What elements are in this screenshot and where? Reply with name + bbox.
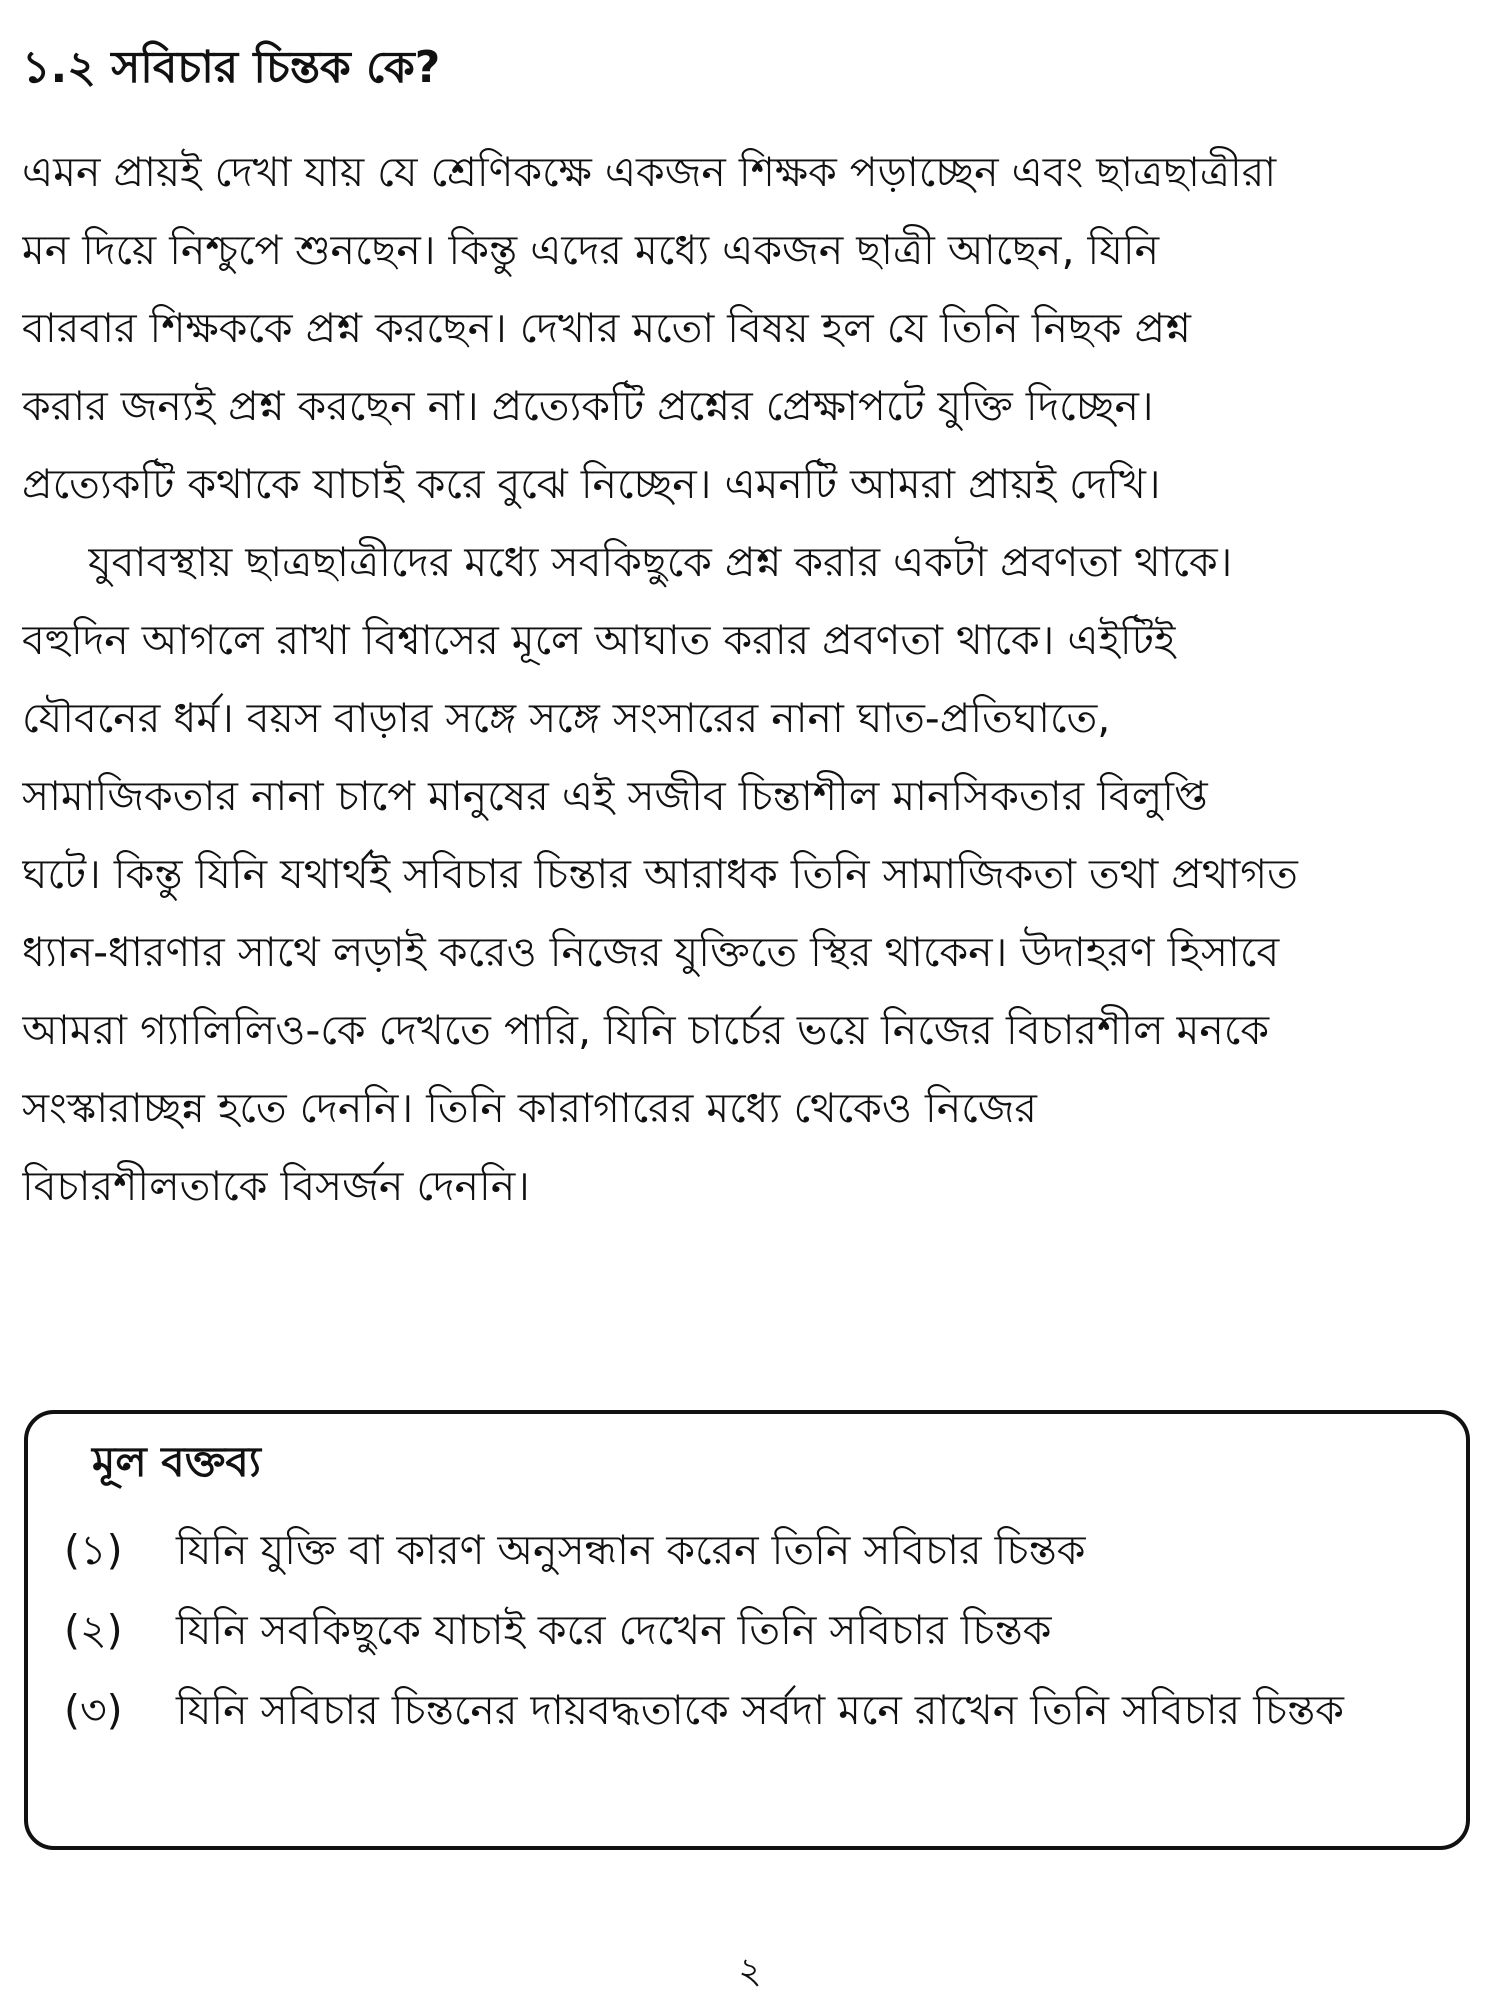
key-point-3: [64, 1678, 1444, 1742]
paragraph2-line-3: যৌবনের ধর্ম। বয়স বাড়ার সঙ্গে সঙ্গে সংসারের নানা ঘাত-প্রতিঘাতে,: [22, 694, 1111, 742]
paragraph2-line-7: আমরা গ্যালিলিও-কে দেখতে পারি, যিনি চার্চের ভয়ে নিজের বিচারশীল মনকে: [22, 1006, 1270, 1054]
key-points-box: [24, 1410, 1470, 1850]
paragraph2-line-2: বহুদিন আগলে রাখা বিশ্বাসের মূলে আঘাত করার প্রবণতা থাকে। এইটিই: [22, 616, 1176, 664]
paragraph2-line-1: যুবাবস্থায় ছাত্রছাত্রীদের মধ্যে সবকিছুকে প্রশ্ন করার একটা প্রবণতা থাকে।: [88, 538, 1233, 586]
paragraph2-line-4: সামাজিকতার নানা চাপে মানুষের এই সজীব চিন্তাশীল মানসিকতার বিলুপ্তি: [22, 772, 1208, 820]
paragraph2-line-6: ধ্যান-ধারণার সাথে লড়াই করেও নিজের যুক্তিতে স্থির থাকেন। উদাহরণ হিসাবে: [22, 928, 1280, 976]
key-points-title: মূল বক্তব্য: [92, 1437, 261, 1486]
key-point-number: (৩): [64, 1686, 123, 1734]
key-point-number: (১): [64, 1526, 123, 1574]
paragraph1-line-4: করার জন্যই প্রশ্ন করছেন না। প্রত্যেকটি প্রশ্নের প্রেক্ষাপটে যুক্তি দিচ্ছেন।: [22, 382, 1154, 430]
page-number: ২: [738, 1951, 762, 1992]
paragraph2-line-5: ঘটে। কিন্তু যিনি যথার্থই সবিচার চিন্তার আরাধক তিনি সামাজিকতা তথা প্রথাগত: [22, 850, 1298, 898]
key-point-2: [64, 1598, 1444, 1662]
key-point-text: যিনি সবকিছুকে যাচাই করে দেখেন তিনি সবিচার চিন্তক: [176, 1606, 1052, 1654]
key-point-1: [64, 1518, 1444, 1582]
key-point-text: যিনি যুক্তি বা কারণ অনুসন্ধান করেন তিনি সবিচার চিন্তক: [176, 1526, 1086, 1574]
key-point-number: (২): [64, 1606, 123, 1654]
paragraph2-line-8: সংস্কারাচ্ছন্ন হতে দেননি। তিনি কারাগারের মধ্যে থেকেও নিজের: [22, 1084, 1037, 1132]
section-heading: ১.২ সবিচার চিন্তক কে?: [22, 42, 441, 93]
paragraph1-line-2: মন দিয়ে নিশ্চুপে শুনছেন। কিন্তু এদের মধ্যে একজন ছাত্রী আছেন, যিনি: [22, 226, 1160, 274]
paragraph1-line-1: এমন প্রায়ই দেখা যায় যে শ্রেণিকক্ষে একজন শিক্ষক পড়াচ্ছেন এবং ছাত্রছাত্রীরা: [22, 148, 1277, 196]
key-point-text: যিনি সবিচার চিন্তনের দায়বদ্ধতাকে সর্বদা মনে রাখেন তিনি সবিচার চিন্তক: [176, 1686, 1344, 1734]
paragraph2-line-9: বিচারশীলতাকে বিসর্জন দেননি।: [22, 1162, 530, 1210]
paragraph1-line-5: প্রত্যেকটি কথাকে যাচাই করে বুঝে নিচ্ছেন। এমনটি আমরা প্রায়ই দেখি।: [22, 460, 1161, 508]
paragraph1-line-3: বারবার শিক্ষককে প্রশ্ন করছেন। দেখার মতো বিষয় হল যে তিনি নিছক প্রশ্ন: [22, 304, 1191, 352]
